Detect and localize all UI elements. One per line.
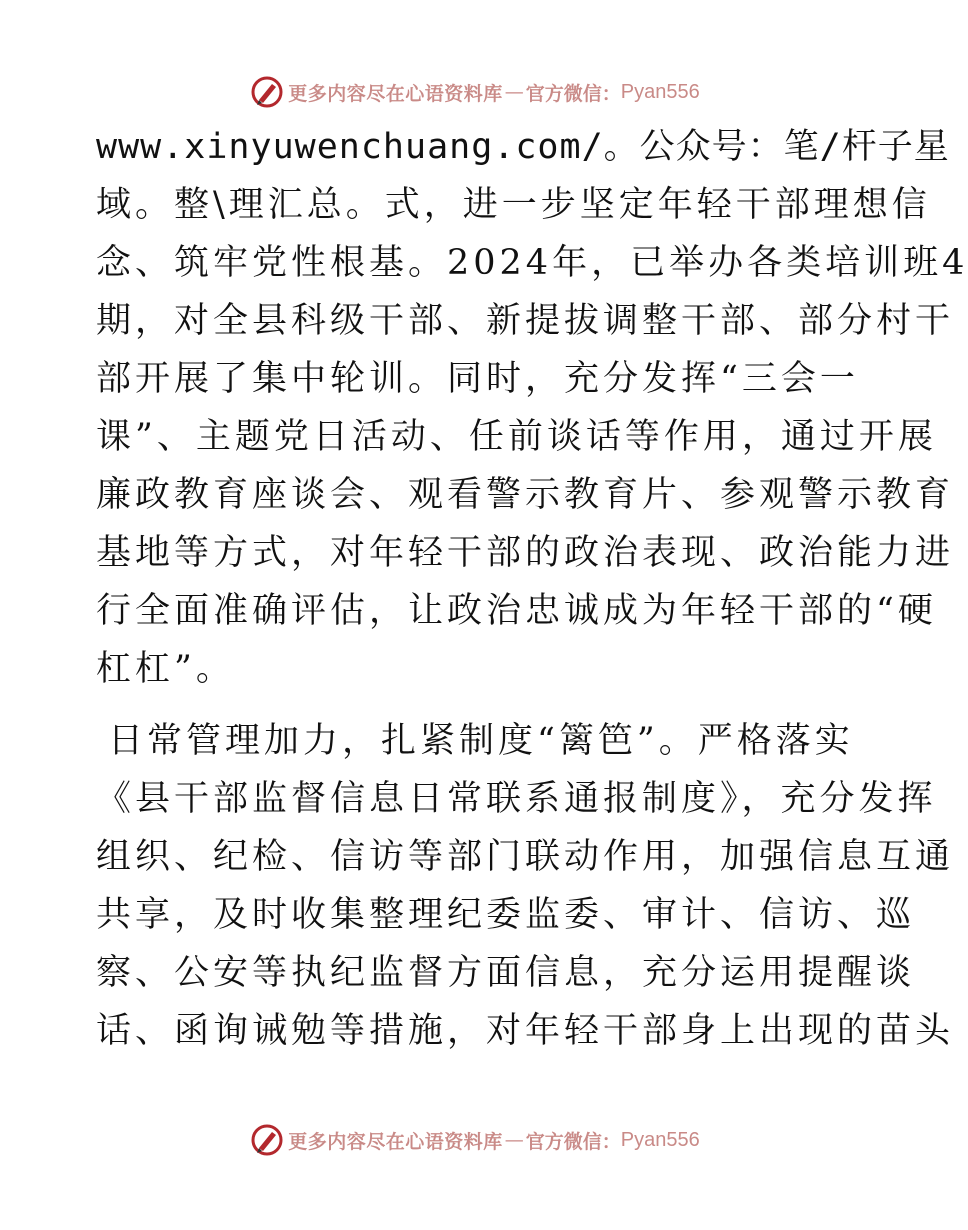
pen-logo-icon (250, 75, 284, 109)
text-line: 日常管理加力，扎紧制度“篱笆”。严格落实 (108, 721, 854, 761)
text-line: 共享，及时收集整理纪委监委、审计、信访、巡 (96, 895, 916, 935)
text-line: 行全面准确评估，让政治忠诚成为年轻干部的“硬 (96, 591, 937, 631)
pen-logo-icon (250, 1123, 284, 1157)
text-line: 话、函询诫勉等措施，对年轻干部身上出现的苗头 (96, 1011, 955, 1051)
text-line: 部开展了集中轮训。同时，充分发挥“三会一 (96, 359, 859, 399)
document-body (96, 118, 968, 1060)
banner-dash: — (504, 1129, 524, 1151)
text-line: 期，对全县科级干部、新提拔调整干部、部分村干 (96, 301, 955, 341)
paragraph-2 (96, 712, 955, 1060)
text-line: 域。整\理汇总。式，进一步坚定年轻干部理想信 (96, 185, 931, 225)
text-line: 基地等方式，对年轻干部的政治表现、政治能力进 (96, 533, 955, 573)
banner-wechat-label: 官方微信： (525, 1130, 621, 1153)
text-line: 察、公安等执纪监督方面信息，充分运用提醒谈 (96, 953, 916, 993)
text-line: 廉政教育座谈会、观看警示教育片、参观警示教育 (96, 475, 955, 515)
banner-wechat-label: 官方微信： (525, 82, 621, 105)
text-line: 课”、主题党日活动、任前谈话等作用，通过开展 (96, 417, 937, 457)
text-line: 杠杠”。 (96, 649, 235, 689)
banner-label: 更多内容尽在心语资料库 (288, 1130, 503, 1153)
banner-wechat-id: Pyan556 (620, 80, 700, 103)
header-banner (0, 72, 950, 112)
paragraph-gap (96, 698, 856, 712)
banner-label: 更多内容尽在心语资料库 (288, 82, 503, 105)
text-line: 念、筑牢党性根基。2024年，已举办各类培训班4 (96, 243, 968, 283)
text-line: 组织、纪检、信访等部门联动作用，加强信息互通 (96, 837, 955, 877)
text-line: 《县干部监督信息日常联系通报制度》，充分发挥 (96, 779, 937, 819)
paragraph-1 (96, 118, 968, 698)
text-line: www.xinyuwenchuang.com/。公众号：笔/杆子星 (96, 127, 950, 167)
footer-banner (0, 1120, 950, 1160)
banner-wechat-id: Pyan556 (620, 1128, 700, 1151)
banner-dash: — (504, 81, 524, 103)
